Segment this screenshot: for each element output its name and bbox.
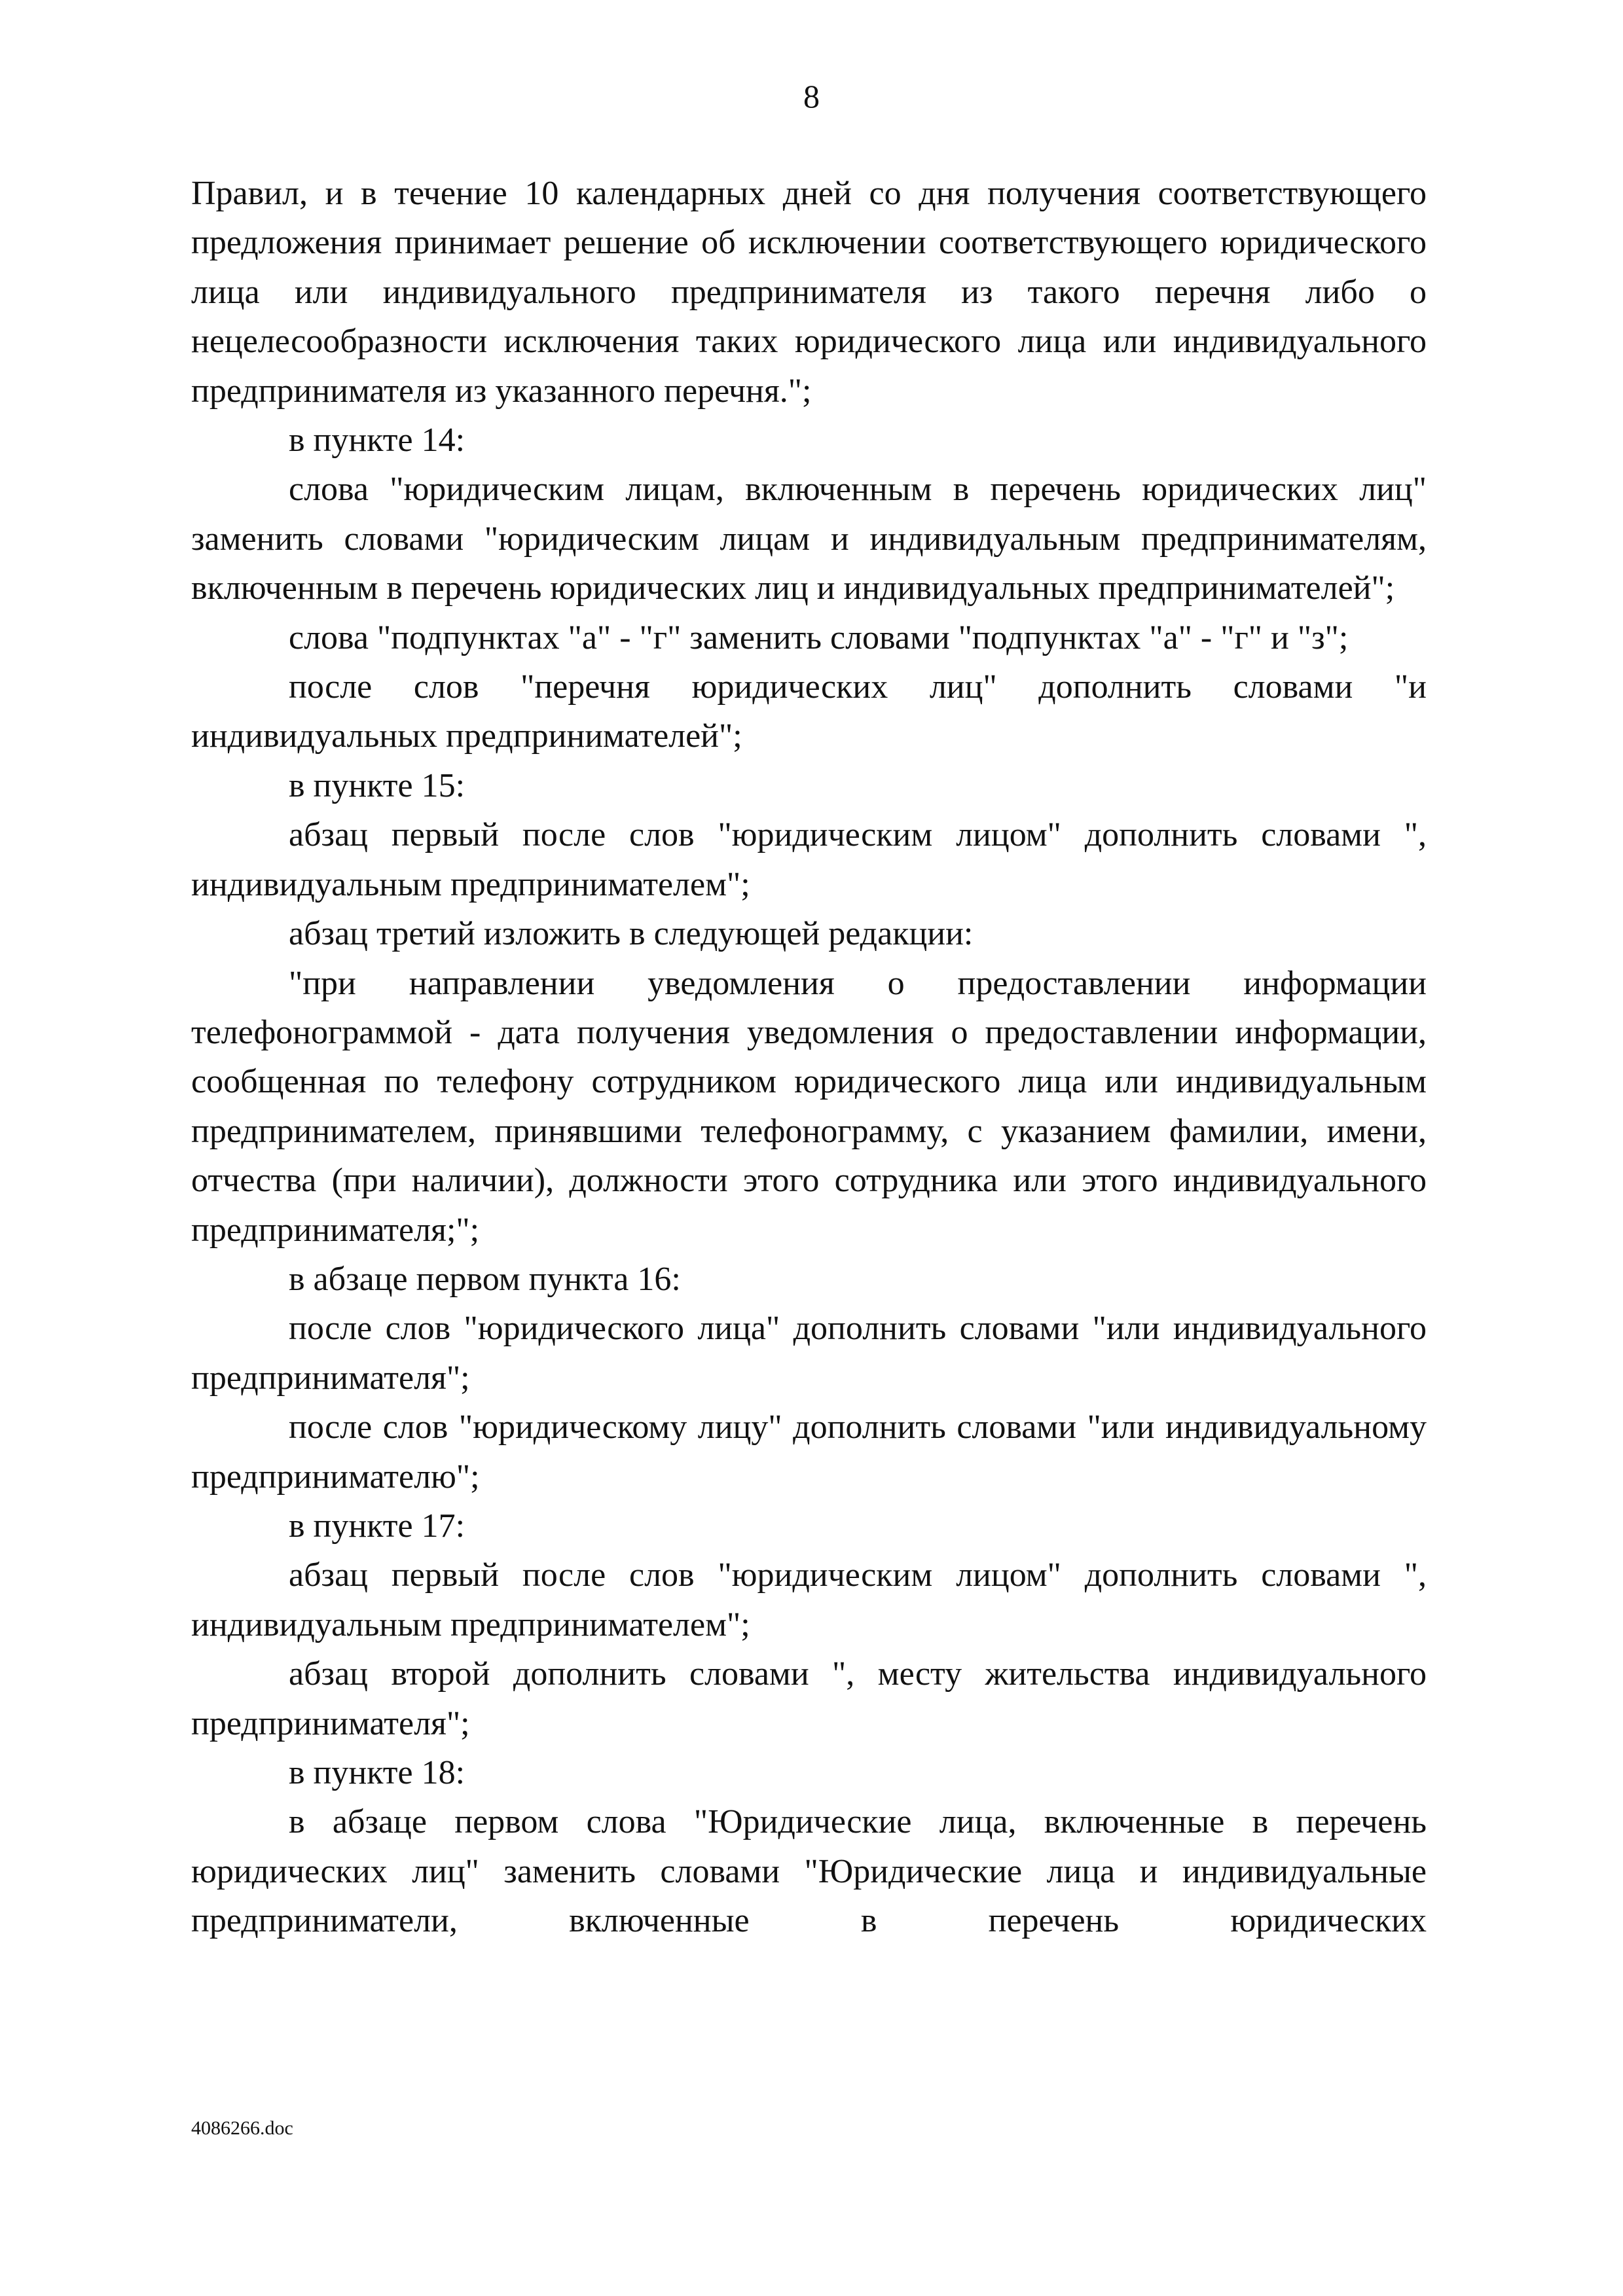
paragraph-16: в пункте 18: (289, 1754, 465, 1791)
paragraph-1: Правил, и в течение 10 календарных дней со дня получения соответствующего предложения принимает решение об исключении соответствующего юридического лица или индивидуального предпринимателя из такого перечня либо о нецелесообразности исключения таких юридического лица или индивидуального предпринимателя из указанного перечня."; (191, 175, 1427, 410)
paragraph-13: в пункте 17: (289, 1507, 465, 1545)
paragraph-14: абзац первый после слов "юридическим лицом" дополнить словами ", индивидуальным предпринимателем"; (191, 1556, 1427, 1643)
paragraph-4: слова "подпунктах "а" - "г" заменить словами "подпунктах "а" - "г" и "з"; (289, 619, 1349, 656)
paragraph-5: после слов "перечня юридических лиц" дополнить словами "и индивидуальных предпринимателей"; (191, 668, 1427, 755)
paragraph-10: в абзаце первом пункта 16: (289, 1260, 681, 1298)
paragraph-6: в пункте 15: (289, 766, 465, 804)
paragraph-3: слова "юридическим лицам, включенным в перечень юридических лиц" заменить словами "юридическим лицам и индивидуальным предпринимателям, включенным в перечень юридических лиц и индивидуальных предпринимателей"; (191, 471, 1427, 607)
paragraph-7: абзац первый после слов "юридическим лицом" дополнить словами ", индивидуальным предпринимателем"; (191, 816, 1427, 903)
document-body (191, 169, 1427, 1946)
page-number: 8 (803, 78, 820, 115)
paragraph-2: в пункте 14: (289, 422, 465, 459)
paragraph-9: "при направлении уведомления о предоставлении информации телефонограммой - дата получения уведомления о предоставлении информации, сообщенная по телефону сотрудником юридического лица или индивидуальным предпринимателем, принявшими телефонограмму, с указанием фамилии, имени, отчества (при наличии), должности этого сотрудника или этого индивидуального предпринимателя;"; (191, 964, 1427, 1249)
paragraph-15: абзац второй дополнить словами ", месту жительства индивидуального предпринимателя"; (191, 1655, 1427, 1742)
paragraph-11: после слов "юридического лица" дополнить словами "или индивидуального предпринимателя"; (191, 1310, 1427, 1397)
paragraph-8: абзац третий изложить в следующей редакции: (289, 915, 974, 953)
paragraph-12: после слов "юридическому лицу" дополнить словами "или индивидуальному предпринимателю"; (191, 1408, 1427, 1496)
paragraph-17: в абзаце первом слова "Юридические лица, включенные в перечень юридических лиц" заменить словами "Юридические лица и индивидуальные предприниматели, включенные в перечень юридических (191, 1803, 1427, 1940)
file-name-footer: 4086266.doc (191, 2117, 293, 2139)
